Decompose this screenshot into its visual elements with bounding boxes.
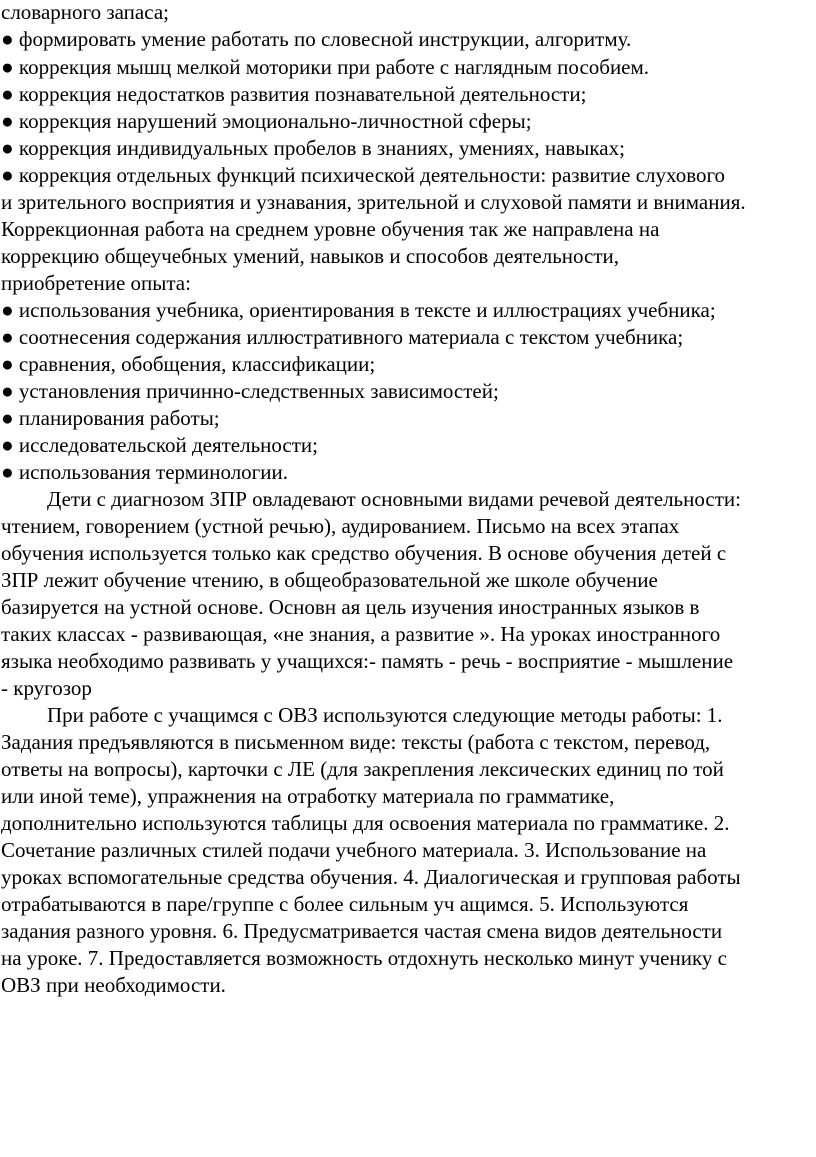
bullet-item: ● формировать умение работать по словесной инструкции, алгоритму. xyxy=(1,27,632,51)
text-line: Сочетание различных стилей подачи учебного материала. 3. Использование на xyxy=(1,838,707,862)
text-line: базируется на устной основе. Основн ая цель изучения иностранных языков в xyxy=(1,595,700,619)
text-line: и зрительного восприятия и узнавания, зрительной и слуховой памяти и внимания. xyxy=(1,190,746,214)
bullet-item: ● соотнесения содержания иллюстративного материала с текстом учебника; xyxy=(1,325,684,349)
text-line: чтением, говорением (устной речью), аудированием. Письмо на всех этапах xyxy=(1,514,680,538)
text-line: словарного запаса; xyxy=(1,0,169,24)
text-line: уроках вспомогательные средства обучения. 4. Диалогическая и групповая работы xyxy=(1,865,741,889)
bullet-item: ● установления причинно-следственных зависимостей; xyxy=(1,379,499,403)
text-line: ОВЗ при необходимости. xyxy=(1,973,226,997)
text-line: приобретение опыта: xyxy=(1,271,191,295)
text-line: ответы на вопросы), карточки с ЛЕ (для закрепления лексических единиц по той xyxy=(1,757,724,781)
text-line: отрабатываются в паре/группе с более сильным уч ащимся. 5. Используются xyxy=(1,892,689,916)
text-line: - кругозор xyxy=(1,676,92,700)
bullet-item: ● сравнения, обобщения, классификации; xyxy=(1,352,376,376)
bullet-item: ● коррекция нарушений эмоционально-личностной сферы; xyxy=(1,109,532,133)
bullet-item: ● исследовательской деятельности; xyxy=(1,433,318,457)
text-line: таких классах - развивающая, «не знания, а развитие ». На уроках иностранного xyxy=(1,622,721,646)
bullet-item: ● планирования работы; xyxy=(1,406,220,430)
text-line: на уроке. 7. Предоставляется возможность отдохнуть несколько минут ученику с xyxy=(1,946,727,970)
paragraph-first-line: При работе с учащимся с ОВЗ используются следующие методы работы: 1. xyxy=(47,703,723,727)
text-line: коррекцию общеучебных умений, навыков и способов деятельности, xyxy=(1,244,620,268)
text-line: задания разного уровня. 6. Предусматривается частая смена видов деятельности xyxy=(1,919,723,943)
text-line: Коррекционная работа на среднем уровне обучения так же направлена на xyxy=(1,217,660,241)
bullet-item: ● использования учебника, ориентирования в тексте и иллюстрациях учебника; xyxy=(1,298,716,322)
text-line: обучения используется только как средство обучения. В основе обучения детей с xyxy=(1,541,727,565)
text-line: языка необходимо развивать у учащихся:- память - речь - восприятие - мышление xyxy=(1,649,734,673)
bullet-item: ● коррекция мышц мелкой моторики при работе с наглядным пособием. xyxy=(1,55,650,79)
paragraph-first-line: Дети с диагнозом ЗПР овладевают основными видами речевой деятельности: xyxy=(47,487,741,511)
bullet-item: ● коррекция отдельных функций психической деятельности: развитие слухового xyxy=(1,163,726,187)
bullet-item: ● коррекция недостатков развития познавательной деятельности; xyxy=(1,82,587,106)
text-line: Задания предъявляются в письменном виде: тексты (работа с текстом, перевод, xyxy=(1,730,711,754)
bullet-item: ● использования терминологии. xyxy=(1,460,289,484)
text-line: дополнительно используются таблицы для освоения материала по грамматике. 2. xyxy=(1,811,730,835)
text-line: или иной теме), упражнения на отработку материала по грамматике, xyxy=(1,784,615,808)
text-line: ЗПР лежит обучение чтению, в общеобразовательной же школе обучение xyxy=(1,568,658,592)
bullet-item: ● коррекция индивидуальных пробелов в знаниях, умениях, навыках; xyxy=(1,136,625,160)
